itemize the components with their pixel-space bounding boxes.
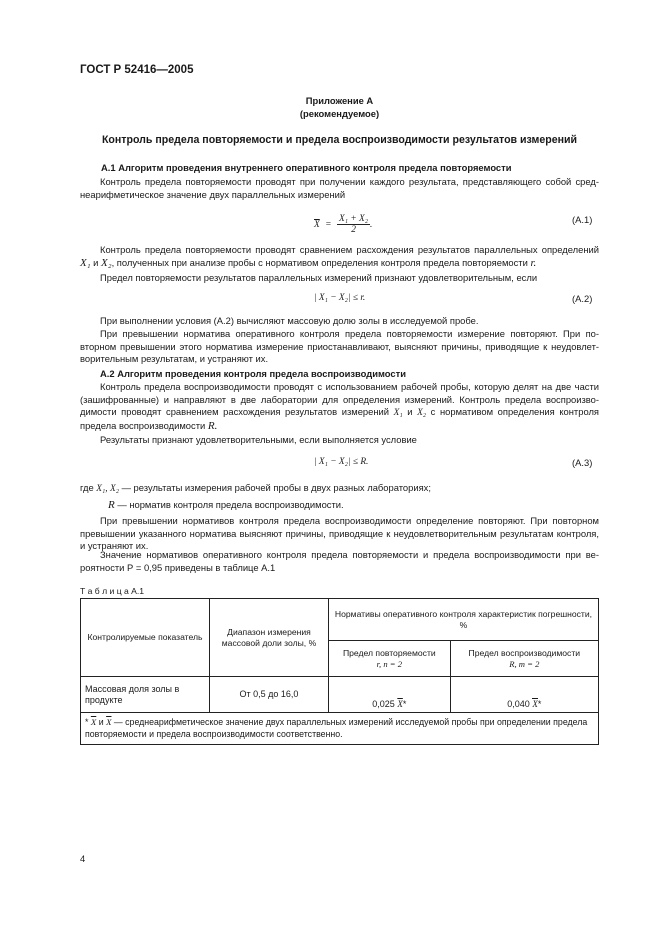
section-a1-paragraph-4: При выполнении условия (А.2) вычисляют массовую долю золы в исследуемой пробе. [100,315,479,326]
section-a1-heading: А.1 Алгоритм проведения внутреннего оперативного контроля предела повторяемости [101,162,512,173]
table-subheader-2 [450,641,598,677]
row-indicator: Массовая доля золы в продукте [81,677,210,713]
footnote-x2: $\overline{X}$ [106,717,112,727]
subheader-2-label: Предел воспроизводимости [468,647,581,658]
footnote-and: и [98,717,104,727]
norms-table [80,598,599,745]
a2-p1-text-a: Контроль предела воспроизводимости проводят с использованием рабочей пробы, которую делят на две части (зашифрованные) и направляют в две лаборатории для определения измерений. Контроль предела воспроизводимости проводят сравнением расхождения результатов измерений [80,381,599,418]
row-repeatability [329,677,451,713]
section-a2-paragraph-2: Результаты признают удовлетворительными, если выполняется условие [100,434,417,445]
section-a2-paragraph-3: При превышении нормативов контроля предела воспроизводимости определение повторяют. При повторном превышении указанного норматива выясняют причины, приводящие к неудовлетворительным результатам контроля, и устраняют их. [80,515,599,552]
equation-a3: | X₁ − X₂| ≤ R. [314,457,369,467]
subheader-2-params: R, m = 2 [509,658,540,669]
p2-text-b: , полученных при анализе пробы с нормативом определения контроля предела повторяемости [111,256,528,268]
eq1-tag: (А.1) [572,214,593,225]
where-line-2 [108,499,344,512]
where-label: где [80,482,94,493]
table-subheader-1 [329,641,451,677]
eq1-fraction [337,214,373,235]
table-header-col1: Контролируемые показатель [81,599,210,677]
section-a1-paragraph-1: Контроль предела повторяемости проводят при получении каждого результата, представляющего собой среднеарифметическое значение двух параллельных измерений [80,176,599,200]
appendix-title: Приложение А [305,95,374,106]
p2-x2: X₂ [101,256,112,269]
repeatability-star: * [402,699,407,709]
where-line-1 [80,482,431,496]
eq1-lhs: $\overline{X}$ [314,219,320,230]
repeatability-symbol: $\overline{X}$ [397,699,403,709]
eq1-end: . [370,219,373,230]
a2-p1-and: и [407,406,413,418]
appendix-status: (рекомендуемое) [299,108,380,119]
row-reproducibility [450,677,598,713]
page-number: 4 [80,853,86,864]
where-symbol-2: R [108,499,115,511]
table-header-group: Нормативы оперативного контроля характеристик погрешности, % [329,599,599,641]
doc-code: ГОСТ Р 52416—2005 [80,64,194,76]
section-a2-paragraph-4: Значение нормативов оперативного контроля предела повторяемости и предела воспроизводимости при вероятности Р = 0,95 приведены в таблице А.1 [80,549,599,573]
where-text-2: — норматив контроля предела воспроизводимости. [117,499,344,510]
eq1-denominator: 2 [351,225,356,235]
a2-p1-x1: X₁ [393,408,403,419]
reproducibility-value: 0,040 [507,699,530,709]
where-symbol-1: X₁, X₂ [96,484,119,494]
section-a2-heading: А.2 Алгоритм проведения контроля предела воспроизводимости [100,368,406,379]
table-header-col2: Диапазон измерения массовой доли золы, % [210,599,329,677]
reproducibility-symbol: $\overline{X}$ [532,699,538,709]
row-range: От 0,5 до 16,0 [210,677,329,713]
eq1-numerator: X₁ + X₂ [339,214,369,224]
eq1-equals: = [325,219,332,230]
section-a1-paragraph-2 [80,244,599,269]
footnote-text: — среднеарифметическое значение двух параллельных измерений исследуемой пробы при определении предела повторяемости и предела воспроизводимости соответственно. [85,717,588,739]
equation-a1 [314,214,372,235]
reproducibility-star: * [537,699,542,709]
section-a1-paragraph-5: При превышении норматива оперативного контроля предела повторяемости измерение повторяют. При повторном превышении этого норматива измерение приостанавливают, выясняют причины, приводящие к неудовлетворительным результатам, и устраняют их. [80,328,599,365]
p2-text-a: Контроль предела повторяемости проводят сравнением расхождения результатов параллельных определений [100,244,599,255]
a2-p1-R: R. [207,419,218,432]
subheader-1-label: Предел повторяемости [342,647,436,658]
appendix-heading: Контроль предела повторяемости и предела воспроизводимости результатов измерений [101,134,578,146]
table-footnote-row [81,713,599,745]
section-a2-paragraph-1 [80,381,599,432]
a2-p1-x2: X₂ [417,408,427,419]
footnote-star: * [85,717,89,727]
footnote-x1: $\overline{X}$ [90,717,97,727]
subheader-1-params: r, n = 2 [376,658,403,669]
where-text-1: — результаты измерения рабочей пробы в двух разных лабораториях; [121,482,431,493]
section-a1-paragraph-3: Предел повторяемости результатов параллельных измерений признают удовлетворительным, если [100,272,538,283]
eq3-tag: (А.3) [572,457,593,468]
repeatability-value: 0,025 [372,699,395,709]
eq2-tag: (А.2) [572,293,593,304]
table-footnote [81,713,599,745]
a2-p1-text-b: с нормативом определения контроля предела воспроизводимости [80,406,599,431]
equation-a2: | X₁ − X₂| ≤ r. [314,293,366,303]
p2-x1: X₁ [80,256,91,269]
table-row [81,677,599,713]
table-caption: Т а б л и ц а А.1 [80,586,145,596]
p2-and: и [93,256,99,268]
p2-r: r. [530,256,537,269]
